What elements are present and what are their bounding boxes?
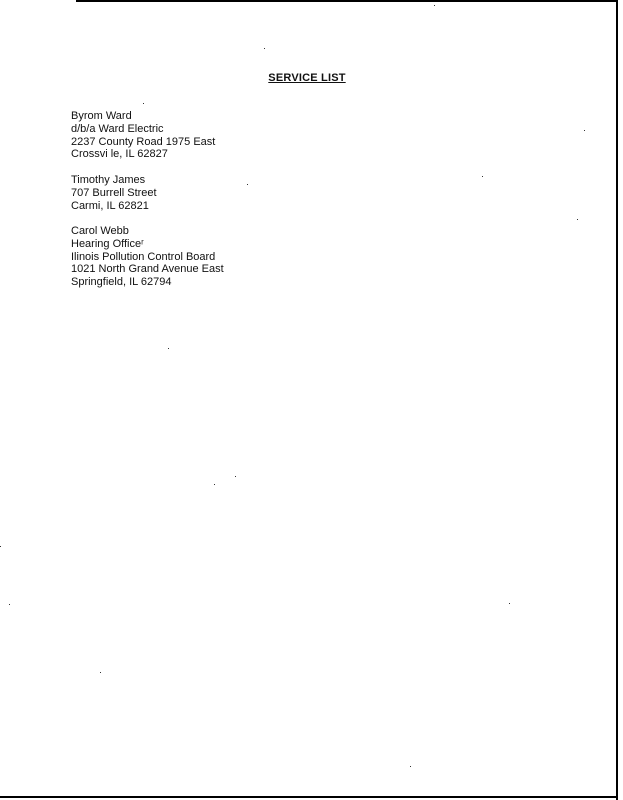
scan-speck bbox=[410, 766, 411, 767]
scan-border-top bbox=[76, 0, 618, 2]
scan-speck bbox=[584, 130, 585, 131]
recipient-business: d/b/a Ward Electric bbox=[71, 122, 164, 135]
recipient-name: Byrom Ward bbox=[71, 110, 132, 122]
scan-border-bottom bbox=[0, 796, 618, 798]
recipient-city: Springfield, IL 62794 bbox=[71, 276, 172, 289]
recipient-street: 707 Burrell Street bbox=[71, 186, 157, 199]
recipient-street: 1021 North Grand Avenue East bbox=[71, 263, 224, 276]
scan-speck bbox=[168, 348, 169, 349]
scan-speck bbox=[143, 103, 144, 104]
page-title: SERVICE LIST bbox=[268, 72, 346, 84]
scan-speck bbox=[482, 176, 483, 177]
scan-speck bbox=[264, 48, 265, 49]
recipient-street: 2237 County Road 1975 East bbox=[71, 135, 216, 148]
scan-speck bbox=[247, 184, 248, 185]
recipient-organization: Ilinois Pollution Control Board bbox=[71, 250, 216, 263]
recipient-role: Hearing Officeʳ bbox=[71, 237, 144, 250]
service-recipient bbox=[71, 225, 224, 289]
recipient-name: Timothy James bbox=[71, 174, 146, 186]
scan-speck bbox=[0, 546, 1, 547]
scan-border-right bbox=[616, 0, 618, 800]
scan-speck bbox=[235, 476, 236, 477]
scan-speck bbox=[100, 672, 101, 673]
recipient-city: Carmi, IL 62821 bbox=[71, 199, 149, 212]
scan-speck bbox=[509, 603, 510, 604]
service-recipient bbox=[71, 174, 157, 212]
scan-speck bbox=[9, 604, 10, 605]
scan-speck bbox=[434, 5, 435, 6]
recipient-name: Carol Webb bbox=[71, 225, 129, 237]
scan-speck bbox=[577, 219, 578, 220]
recipient-city: Crossvi le, IL 62827 bbox=[71, 148, 168, 161]
scan-speck bbox=[214, 484, 215, 485]
service-recipient bbox=[71, 110, 215, 161]
